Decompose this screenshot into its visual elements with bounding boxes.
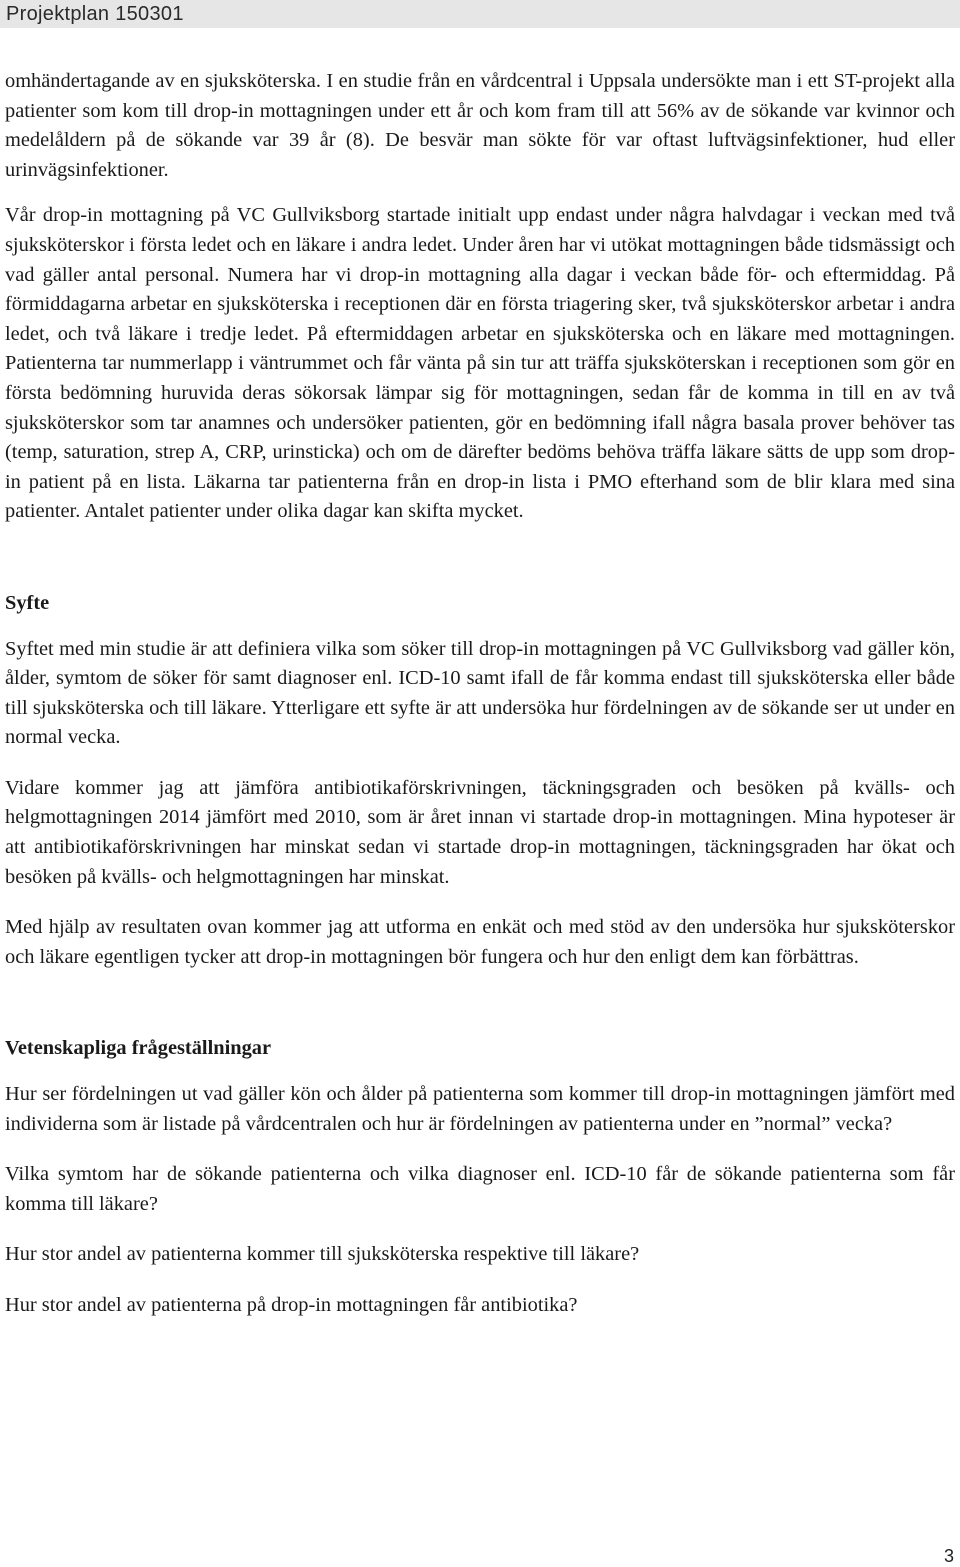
research-question-1: Hur ser fördelningen ut vad gäller kön och ålder på patienterna som kommer till drop-in mottagningen jämfört med individerna som är listade på vårdcentralen och hur är fördelningen av patienterna under en ”normal” vecka? [5,1083,955,1135]
paragraph-hypotheses: Vidare kommer jag att jämföra antibiotikaförskrivningen, täckningsgraden och besöken på kvälls- och helgmottagningen 2014 jämfört med 2010, som är året innan vi startade drop-in mottagningen. Mina hypoteser är att antibiotikaförskrivningen har minskat sedan vi startade drop-in mottagningen, täckningsgraden har ökat och besöken på kvälls- och helgmottagningen har minskat. [5,776,955,888]
document-body [5,67,955,1321]
section-heading-syfte: Syfte [5,591,50,614]
page-header [0,0,960,28]
document-title: Projektplan 150301 [6,3,184,25]
research-question-3: Hur stor andel av patienterna kommer till sjuksköterska respektive till läkare? [5,1243,640,1266]
section-heading-research-questions: Vetenskapliga frågeställningar [5,1037,272,1060]
paragraph-purpose: Syftet med min studie är att definiera vilka som söker till drop-in mottagningen på VC Gullviksborg vad gäller kön, ålder, symtom de söker för samt diagnoser enl. ICD-10 samt ifall de får komma endast till sjuksköterska eller både till sjuksköterska och till läkare. Ytterligare ett syfte är att undersöka hur fördelningen av de sökande ser ut under en normal vecka. [5,637,955,749]
research-question-2: Vilka symtom har de sökande patienterna och vilka diagnoser enl. ICD-10 får de sökande patienterna som får komma till läkare? [5,1163,955,1215]
paragraph-background: omhändertagande av en sjuksköterska. I en studie från en vårdcentral i Uppsala undersökte man i ett ST-projekt alla patienter som kom till drop-in mottagningen under ett år och kom fram till att 56% av de sökande var kvinnor och medelåldern på de sökande var 39 år (8). De besvär man sökte för var oftast luftvägsinfektioner, hud eller urinvägsinfektioner. [5,70,955,181]
page-number: 3 [943,1546,954,1566]
research-question-4: Hur stor andel av patienterna på drop-in mottagningen får antibiotika? [5,1294,578,1316]
paragraph-drop-in-description: Vår drop-in mottagning på VC Gullviksborg startade initialt upp endast under några halvdagar i veckan med två sjuksköterskor i första ledet och en läkare i andra ledet. Under åren har vi utökat mottagningen både tidsmässigt och vad gäller antal personal. Numera har vi drop-in mottagning alla dagar i veckan både för- och eftermiddag. På förmiddagarna arbetar en sjuksköterska i receptionen där en första triagering sker, två sjuksköterskor arbetar i andra ledet, och två läkare i tredje ledet. På eftermiddagen arbetar en sjuksköterska och en läkare med mottagningen. Patienterna tar nummerlapp i väntrummet och får vänta på sin tur att träffa sjuksköterskan i receptionen som gör en första bedömning huruvida deras sökorsak lämpar sig för mottagningen, sedan får de komma in till en av två sjuksköterskor som tar anamnes och undersöker patienten, gör en bedömning ifall några basala prover behöver tas (temp, saturation, strep A, CRP, urinsticka) och om de därefter bedöms behöva träffa läkare sätts de upp som drop-in patient på en lista. Läkarna tar patienterna från en drop-in lista i PMO efterhand som de blir klara med sina patienter. Antalet patienter under olika dagar kan skifta mycket. [5,204,955,523]
paragraph-survey: Med hjälp av resultaten ovan kommer jag att utforma en enkät och med stöd av den undersöka hur sjuksköterskor och läkare egentligen tycker att drop-in mottagningen bör fungera och hur den enligt dem kan förbättras. [5,916,955,968]
